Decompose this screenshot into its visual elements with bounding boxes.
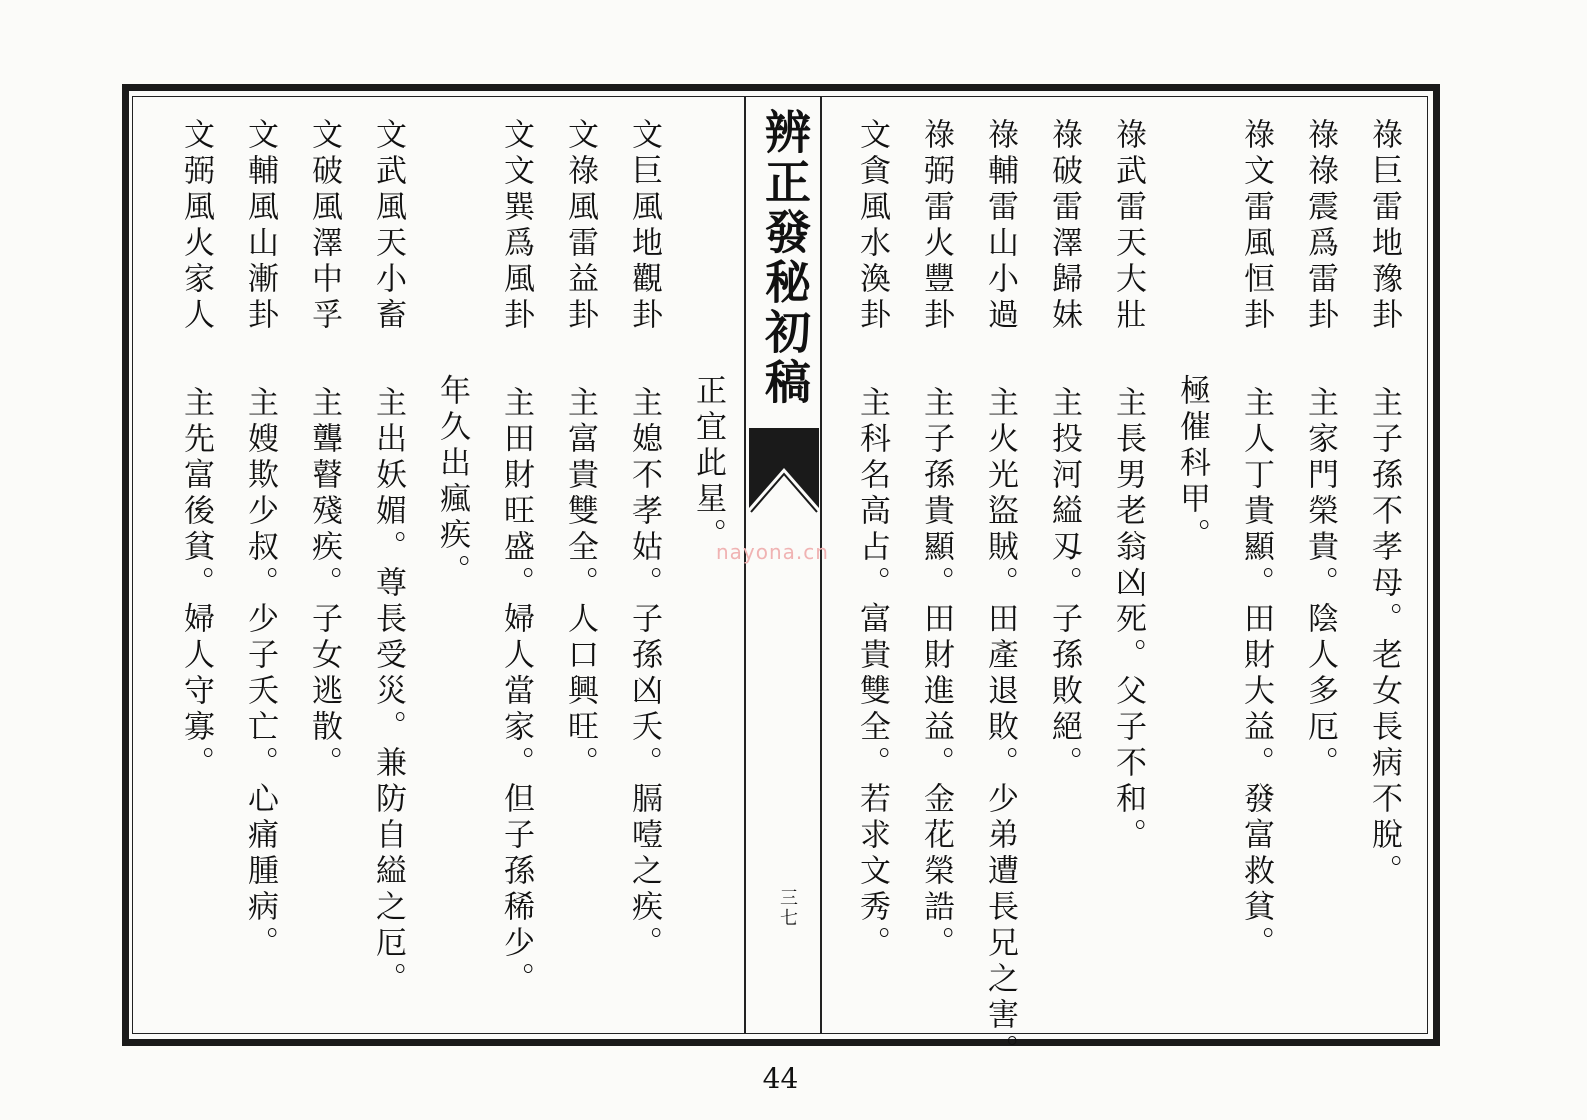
text-column: 文祿風雷益卦主富貴雙全。人口興旺。 bbox=[562, 118, 598, 782]
text-column: 祿弼雷火豐卦主子孫貴顯。田財進益。金花榮誥。 bbox=[918, 118, 954, 962]
text-column: 文巨風地觀卦主媳不孝姑。子孫凶夭。膈噎之疾。 bbox=[626, 118, 662, 962]
center-rule-right bbox=[820, 97, 822, 1033]
watermark: nayona.cn bbox=[716, 540, 829, 564]
text-column: 祿輔雷山小過主火光盜賊。田產退敗。少弟遭長兄之害。 bbox=[982, 118, 1018, 1070]
book-title: 辨正發秘初稿 bbox=[758, 108, 812, 408]
text-column: 文破風澤中孚主聾瞽殘疾。子女逃散。 bbox=[306, 118, 342, 782]
text-column: 正宜此星。 bbox=[690, 374, 726, 554]
text-column: 文文巽爲風卦主田財旺盛。婦人當家。但子孫稀少。 bbox=[498, 118, 534, 998]
text-column: 祿巨雷地豫卦主子孫不孝母。老女長病不脫。 bbox=[1366, 118, 1402, 890]
text-column: 祿武雷天大壯主長男老翁凶死。父子不和。 bbox=[1110, 118, 1146, 854]
text-column: 祿祿震爲雷卦主家門榮貴。陰人多厄。 bbox=[1302, 118, 1338, 782]
text-column: 年久出瘋疾。 bbox=[434, 374, 470, 590]
folio-number: 三七 bbox=[777, 888, 798, 928]
text-column: 祿破雷澤歸妹主投河縊刄。子孫敗絕。 bbox=[1046, 118, 1082, 782]
fishtail-mark bbox=[749, 428, 819, 514]
text-column: 文弼風火家人主先富後貧。婦人守寡。 bbox=[178, 118, 214, 782]
text-column: 極催科甲。 bbox=[1174, 374, 1210, 554]
text-column: 文武風天小畜主出妖媚。尊長受災。兼防自縊之厄。 bbox=[370, 118, 406, 998]
center-rule-left bbox=[744, 97, 746, 1033]
text-column: 文貪風水渙卦主科名高占。富貴雙全。若求文秀。 bbox=[854, 118, 890, 962]
text-column: 文輔風山漸卦主嫂欺少叔。少子夭亡。心痛腫病。 bbox=[242, 118, 278, 962]
text-column: 祿文雷風恒卦主人丁貴顯。田財大益。發富救貧。 bbox=[1238, 118, 1274, 962]
page-number: 44 bbox=[762, 1062, 799, 1095]
